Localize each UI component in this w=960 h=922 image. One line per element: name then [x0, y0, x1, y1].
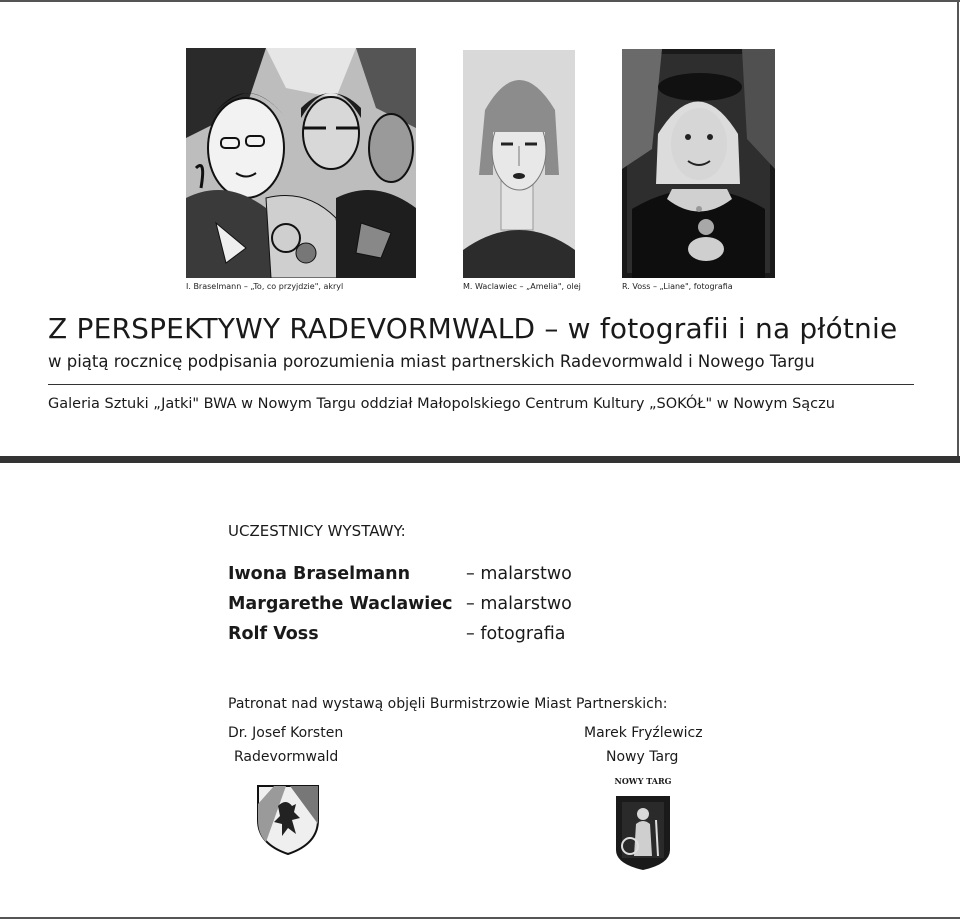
waclawiec-painting-image — [463, 50, 575, 278]
mayor-city: Nowy Targ — [606, 749, 679, 765]
mayor-city: Radevormwald — [234, 749, 339, 765]
divider — [48, 384, 914, 385]
crest-label: NOWY TARG — [614, 776, 672, 786]
mayor-name: Dr. Josef Korsten — [228, 725, 344, 741]
participant-field: – malarstwo — [466, 594, 572, 614]
participant-name: Rolf Voss — [228, 624, 319, 644]
exhibition-title: Z PERSPEKTYWY RADEVORMWALD – w fotografii i na płótnie — [48, 312, 898, 345]
patronage-text: Patronat nad wystawą objęli Burmistrzowie Miast Partnerskich: — [228, 696, 668, 712]
participant-field: – fotografia — [466, 624, 566, 644]
participant-name: Iwona Braselmann — [228, 564, 411, 584]
bottom-border — [0, 917, 960, 919]
gallery-venue: Galeria Sztuki „Jatki" BWA w Nowym Targu oddział Małopolskiego Centrum Kultury „SOKÓŁ" w Nowym Sączu — [48, 396, 835, 412]
nowy-targ-crest-icon — [612, 772, 674, 872]
artwork-caption: I. Braselmann – „To, co przyjdzie", akryl — [186, 282, 344, 291]
top-border — [0, 0, 960, 2]
exhibition-subtitle: w piątą rocznicę podpisania porozumienia miast partnerskich Radevormwald i Nowego Targu — [48, 352, 815, 371]
artwork-caption: R. Voss – „Liane", fotografia — [622, 282, 733, 291]
braselmann-painting-image — [186, 48, 416, 278]
artwork-caption: M. Waclawiec – „Amelia", olej — [463, 282, 581, 291]
participants-heading: UCZESTNICY WYSTAWY: — [228, 522, 406, 540]
radevormwald-crest-icon — [256, 784, 320, 856]
section-divider — [0, 456, 960, 463]
participant-name: Margarethe Waclawiec — [228, 594, 453, 614]
participant-field: – malarstwo — [466, 564, 572, 584]
right-border — [957, 0, 959, 460]
voss-photo-image — [622, 49, 775, 278]
mayor-name: Marek Fryźlewicz — [584, 725, 703, 741]
